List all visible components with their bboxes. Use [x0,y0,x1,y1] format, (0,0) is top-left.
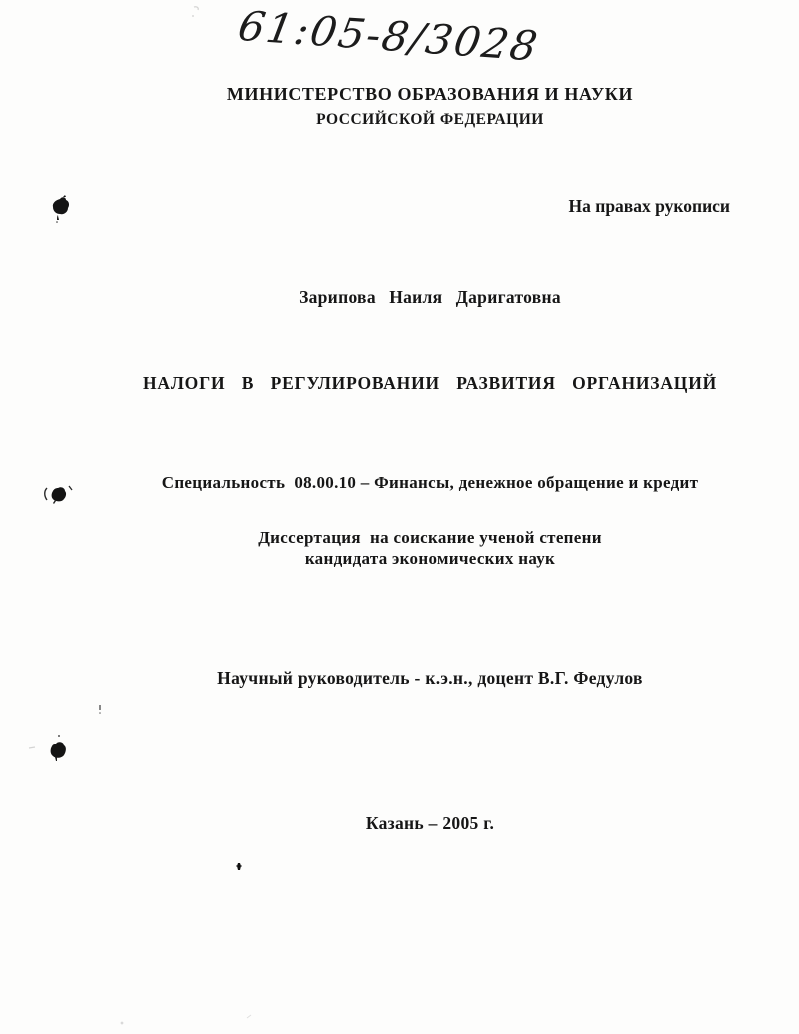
specialty-line: Специальность 08.00.10 – Финансы, денежное обращение и кредит [161,473,699,492]
degree-line-2: кандидата экономических наук [304,549,556,568]
advisor-line: Научный руководитель - к.э.н., доцент В.Г. Федулов [217,668,643,688]
scan-speck [28,744,38,752]
dissertation-title: НАЛОГИ В РЕГУЛИРОВАНИИ РАЗВИТИЯ ОРГАНИЗАЦИЙ [142,373,718,393]
ministry-line-2: РОССИЙСКОЙ ФЕДЕРАЦИИ [316,111,544,128]
ministry-line-1: МИНИСТЕРСТВО ОБРАЗОВАНИЯ И НАУКИ [226,84,634,104]
manuscript-rights-note: На правах рукописи [568,196,730,216]
city-year-line: Казань – 2005 г. [365,813,495,833]
author-name: Зарипова Наиля Даригатовна [299,287,561,307]
accession-number-handwritten: 61:05-8/3028 [234,2,543,71]
degree-line-1: Диссертация на соискание ученой степени [258,528,602,547]
